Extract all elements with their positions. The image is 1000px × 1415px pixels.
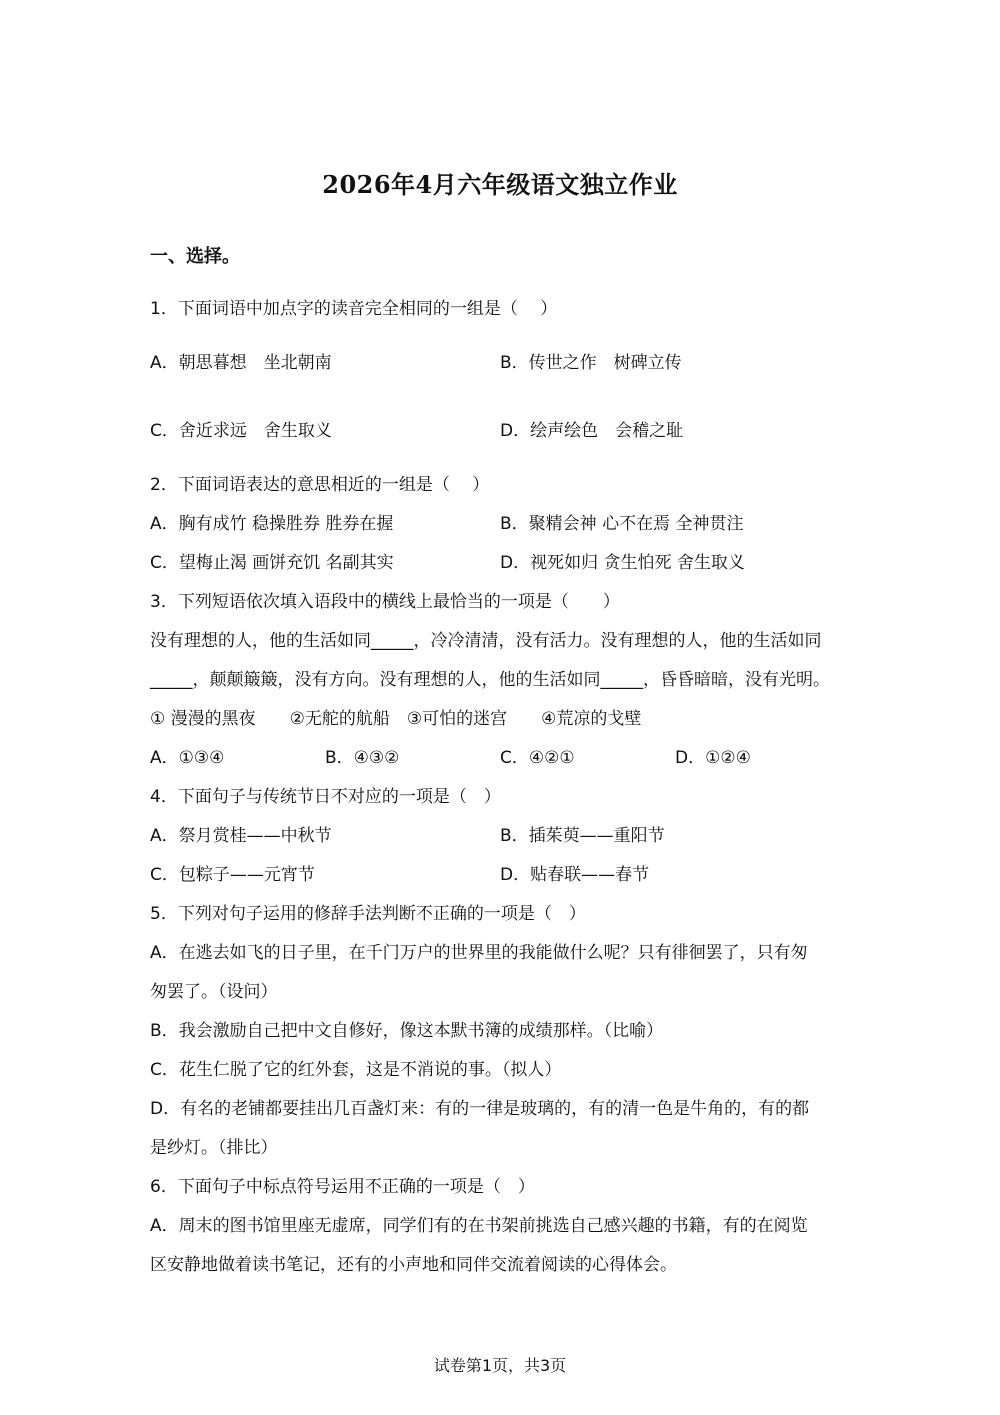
question-3-passage-line-2: _____，颠颠簸簸，没有方向。没有理想的人，他的生活如同_____，昏昏暗暗，没有光明。 bbox=[150, 670, 830, 690]
question-1-stem: 1．下面词语中加点字的读音完全相同的一组是（ ） bbox=[150, 299, 558, 319]
question-4-stem: 4．下面句子与传统节日不对应的一项是（ ） bbox=[150, 787, 501, 807]
question-2-option-b: B．聚精会神 心不在焉 全神贯注 bbox=[500, 514, 744, 534]
question-5-stem: 5．下列对句子运用的修辞手法判断不正确的一项是（ ） bbox=[150, 904, 586, 924]
question-1-option-d: D．绘声绘色 会稽之耻 bbox=[500, 421, 684, 441]
question-2-option-d: D．视死如归 贪生怕死 舍生取义 bbox=[500, 553, 745, 573]
page-footer: 试卷第1页，共3页 bbox=[433, 1356, 567, 1375]
question-4-option-a: A．祭月赏桂——中秋节 bbox=[150, 826, 332, 846]
question-4-option-b: B．插茱萸——重阳节 bbox=[500, 826, 665, 846]
question-6-stem: 6．下面句子中标点符号运用不正确的一项是（ ） bbox=[150, 1177, 535, 1197]
question-5-option-a-line-2: 匆罢了。（设问） bbox=[150, 982, 278, 1002]
question-3-option-c: C．④②① bbox=[500, 748, 575, 768]
question-3-option-d: D．①②④ bbox=[675, 748, 751, 768]
question-3-option-b: B．④③② bbox=[325, 748, 400, 768]
question-6-option-a-line-2: 区安静地做着读书笔记，还有的小声地和同伴交流着阅读的心得体会。 bbox=[150, 1255, 677, 1275]
question-3-passage-line-1: 没有理想的人，他的生活如同_____，冷冷清清，没有活力。没有理想的人，他的生活如同 bbox=[150, 631, 822, 651]
question-3-option-a: A．①③④ bbox=[150, 748, 225, 768]
question-2-stem: 2．下面词语表达的意思相近的一组是（ ） bbox=[150, 475, 490, 495]
question-5-option-d-line-1: D．有名的老铺都要挂出几百盏灯来：有的一律是玻璃的，有的清一色是牛角的，有的都 bbox=[150, 1099, 810, 1119]
section-heading: 一、选择。 bbox=[150, 246, 240, 267]
page-title: 2026年4月六年级语文独立作业 bbox=[322, 170, 678, 199]
question-5-option-b: B．我会激励自己把中文自修好，像这本默书簿的成绩那样。（比喻） bbox=[150, 1021, 664, 1041]
question-1-option-c: C．舍近求远 舍生取义 bbox=[150, 421, 332, 441]
question-5-option-c: C．花生仁脱了它的红外套，这是不消说的事。（拟人） bbox=[150, 1060, 562, 1080]
question-3-stem: 3．下列短语依次填入语段中的横线上最恰当的一项是（ ） bbox=[150, 592, 620, 612]
question-5-option-a-line-1: A．在逃去如飞的日子里，在千门万户的世界里的我能做什么呢？只有徘徊罢了，只有匆 bbox=[150, 943, 808, 963]
question-3-phrases: ① 漫漫的黑夜 ②无舵的航船 ③可怕的迷宫 ④荒凉的戈壁 bbox=[150, 709, 642, 729]
question-2-option-a: A．胸有成竹 稳操胜券 胜券在握 bbox=[150, 514, 394, 534]
question-1-option-a: A．朝思暮想 坐北朝南 bbox=[150, 353, 332, 373]
question-6-option-a-line-1: A．周末的图书馆里座无虚席，同学们有的在书架前挑选自己感兴趣的书籍，有的在阅览 bbox=[150, 1216, 808, 1236]
question-4-option-d: D．贴春联——春节 bbox=[500, 865, 650, 885]
question-5-option-d-line-2: 是纱灯。（排比） bbox=[150, 1138, 278, 1158]
question-4-option-c: C．包粽子——元宵节 bbox=[150, 865, 315, 885]
question-1-option-b: B．传世之作 树碑立传 bbox=[500, 353, 682, 373]
question-2-option-c: C．望梅止渴 画饼充饥 名副其实 bbox=[150, 553, 394, 573]
